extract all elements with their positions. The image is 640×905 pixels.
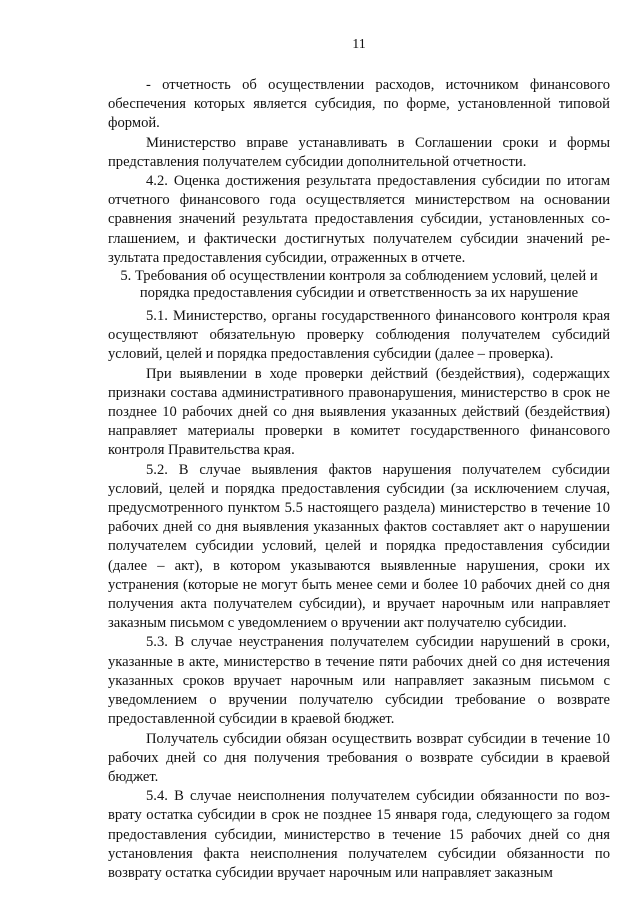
paragraph-5-1: 5.1. Министерство, органы государственного финансового контроля края осуществляют обязательную проверку соблюдения получателем субсидий условий, целей и порядка предоставления субсидии (далее – проверка). (108, 308, 610, 363)
document-page (108, 36, 610, 883)
paragraph-5-1-violations: При выявлении в ходе проверки действий (бездействия), содержащих признаки состава административного правонарушения, министерство в срок не позднее 10 рабочих дней со дня выявления указанных действий (бездействия) направляет материалы проверки в комитет государственного финансового контроля Правительства края. (108, 365, 610, 459)
paragraph-reporting-form: - отчетность об осуществлении расходов, источником финансового обеспечения которых является субсидия, по форме, установленной типовой формой. (108, 77, 610, 132)
section-title-5: 5. Требования об осуществлении контроля за соблюдением условий, целей и порядка предоставления субсидии и ответственность за их нарушение (120, 268, 598, 301)
page-number: 11 (352, 37, 366, 52)
paragraph-additional-reporting: Министерство вправе устанавливать в Соглашении сроки и формы представления получателем субсидии дополнительной отчетности. (108, 134, 610, 170)
paragraph-5-2: 5.2. В случае выявления фактов нарушения получателем субсидии условий, целей и порядка предоставления субсидии (за исключением случая, предусмотренного пунктом 5.5 настоящего раздела) министерство в течение 10 рабочих дней со дня выявления указанных фактов составляет акт о нарушении получателем субсидии условий, целей и порядка предоставления субсидии (далее – акт), в котором указываются выявленные нарушения, сроки их устранения (которые не могут быть менее семи и более 10 рабочих дней со дня получения акта получателем субсидии), и вручает нарочным или направляет заказным письмом с уведомлением о вручении акт получателю субсидии. (108, 461, 610, 632)
paragraph-refund-obligation: Получатель субсидии обязан осуществить возврат субсидии в течение 10 рабочих дней со дня получения требования о возврате субсидии в краевой бюджет. (108, 730, 610, 785)
paragraph-5-3: 5.3. В случае неустранения получателем субсидии нарушений в сроки, указанные в акте, министерство в течение пяти рабочих дней со дня истечения указанных сроков вручает нарочным или направляет заказным письмом с уведомлением о вручении получателю субсидии требование о возврате предоставленной субсидии в краевой бюджет. (108, 634, 610, 728)
paragraph-5-4: 5.4. В случае неисполнения получателем субсидии обязанности по возврату остатка субсидии в срок не позднее 15 января года, следующего за годом предоставления субсидии, министерство в течение 15 рабочих дней со дня установления факта неисполнения получателем субсидии обязанности по возврату остатка субсидии вручает нарочным или направляет заказным (108, 788, 610, 881)
paragraph-4-2: 4.2. Оценка достижения результата предоставления субсидии по итогам отчетного финансового года осуществляется министерством на основании сравнения значений результата предоставления субсидии, установленных соглашением, и фактически достигнутых получателем субсидии значений результата предоставления субсидии, отраженных в отчете. (108, 173, 610, 266)
